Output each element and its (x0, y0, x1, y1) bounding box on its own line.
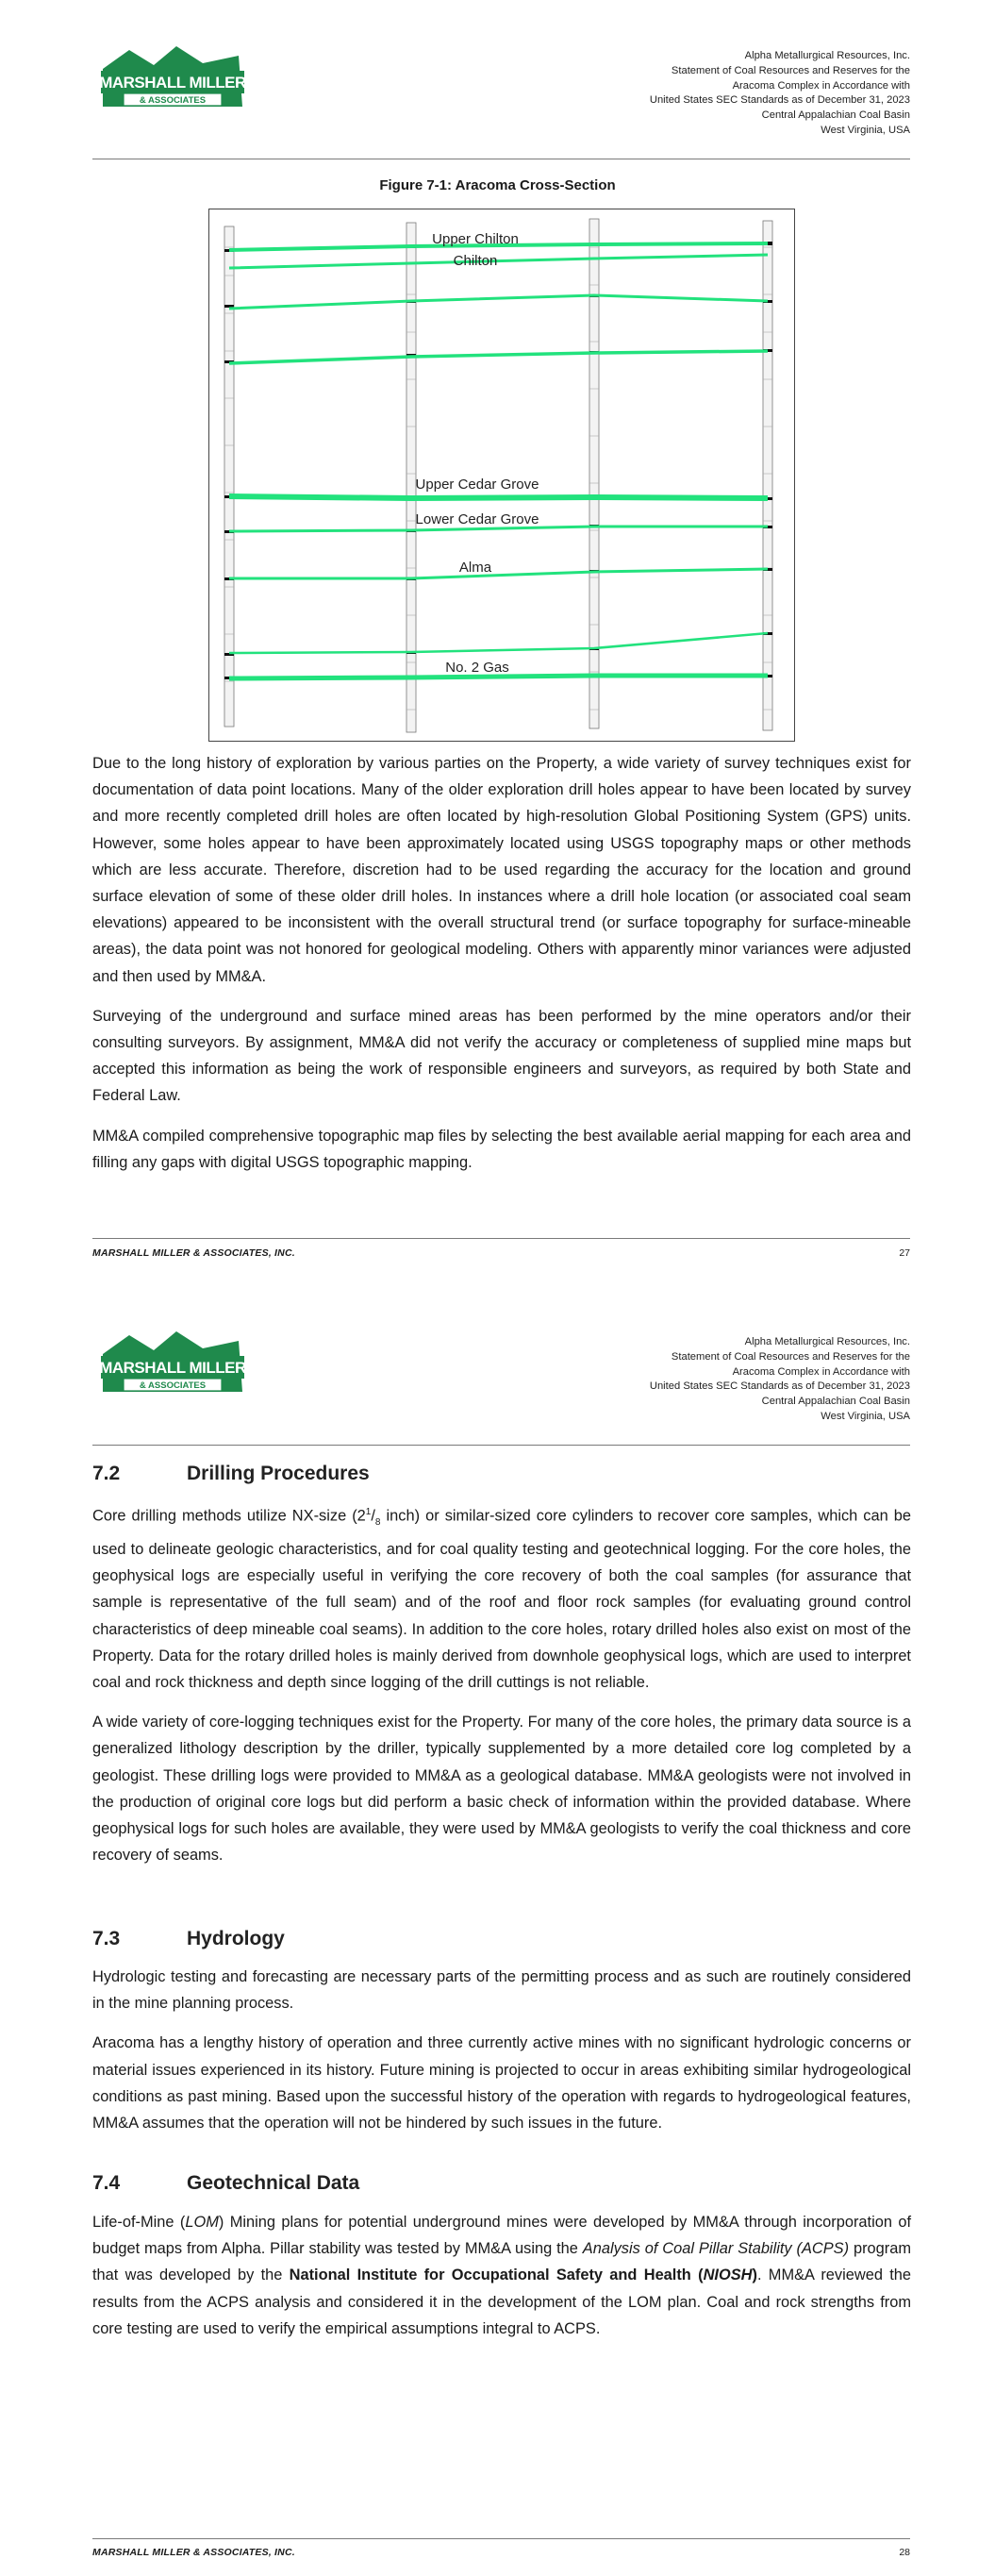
footer-rule (92, 2538, 910, 2539)
header-line: Aracoma Complex in Accordance with (732, 1365, 910, 1378)
header-rule (92, 1445, 910, 1446)
section-number: 7.4 (92, 2172, 121, 2194)
header-line: West Virginia, USA (821, 1410, 910, 1422)
cross-section-figure (208, 209, 795, 742)
document-header (650, 49, 910, 139)
header-line: Alpha Metallurgical Resources, Inc. (744, 1336, 910, 1347)
section-title: Drilling Procedures (187, 1463, 370, 1484)
page-number: 27 (899, 1247, 910, 1259)
page-27 (0, 0, 995, 1283)
section-number: 7.3 (92, 1928, 121, 1949)
page-28 (0, 1316, 995, 2576)
page27-body (92, 750, 911, 1189)
page-footer (92, 1247, 910, 1259)
paragraph: Core drilling methods utilize NX-size ($2^1/_8$ inch) or similar-sized core cylinders to recover core samples, which can be used to delineate geologic characteristics, and for coal quality testing and geotechnical logging. For the core holes, the geophysical logs are especially useful in verifying the core recovery of both the coal samples (for assurance that sample is representative of the full seam) and of the roof and floor rock samples (for evaluating ground control characteristics of deep mineable coal seams). In addition to the core holes, rotary drilled holes also exist on most of the Property. Data for the rotary drilled holes is mainly derived from downhole geophysical logs, which are used to interpret coal and rock thickness and depth since logging of the drill cuttings is not reliable. (92, 1507, 911, 1691)
section-heading-7-4 (92, 2172, 359, 2195)
svg-text:MARSHALL MILLER: MARSHALL MILLER (99, 74, 246, 92)
paragraph: Due to the long history of exploration by various parties on the Property, a wide variety of survey techniques exist for documentation of data point locations. Many of the older exploration drill holes appear to have been located by survey and more recently completed drill holes are often located by high-resolution Global Positioning System (GPS) units. However, some holes appear to have been approximately located using USGS topography maps or other methods which are less accurate. Therefore, discretion had to be used regarding the accuracy for the location and ground surface elevation of some of these older drill holes. In instances where a drill hole location (or associated coal seam elevations) appeared to be inconsistent with the overall structural trend (or surface topography for surface-mineable areas), the data point was not honored for geological modeling. Others with apparently minor variances were adjusted and then used by MM&A. (92, 755, 911, 985)
paragraph: MM&A compiled comprehensive topographic map files by selecting the best available aerial mapping for each area and filling any gaps with digital USGS topographic mapping. (92, 1127, 911, 1171)
footer-firm: MARSHALL MILLER & ASSOCIATES, INC. (92, 2547, 295, 2558)
paragraph: A wide variety of core-logging techniques exist for the Property. For many of the core holes, the primary data source is a generalized lithology description by the driller, typically supplemented by a more detailed core log completed by a geologist. These drilling logs were provided to MM&A as a geological database. MM&A geologists were not involved in the production of original core logs but did perform a basic check of information within the provided database. Where geophysical logs for such holes are available, they were used by MM&A geologists to verify the coal thickness and core recovery of seams. (92, 1714, 911, 1865)
footer-firm: MARSHALL MILLER & ASSOCIATES, INC. (92, 1247, 295, 1259)
paragraph: Surveying of the underground and surface mined areas has been performed by the mine operators and/or their consulting surveyors. By assignment, MM&A did not verify the accuracy or completeness of supplied mine maps but accepted this information as being the work of responsible engineers and surveyors, as required by both State and Federal Law. (92, 1007, 911, 1105)
seam-label: Upper Cedar Grove (415, 477, 539, 493)
header-line: Statement of Coal Resources and Reserves for the (671, 1350, 910, 1363)
section-7-3-body (92, 1964, 911, 2149)
paragraph: Aracoma has a lengthy history of operation and three currently active mines with no significant hydrologic concerns or material issues experienced in its history. Future mining is projected to occur in areas exhibiting similar hydrogeological conditions as past mining. Based upon the successful history of the operation with regards to hydrogeological features, MM&A assumes that the operation will not be hindered by such issues in the future. (92, 2034, 911, 2133)
page-footer (92, 2547, 910, 2558)
section-heading-7-2 (92, 1463, 370, 1485)
section-number: 7.2 (92, 1463, 121, 1484)
section-title: Geotechnical Data (187, 2172, 360, 2194)
svg-text:& ASSOCIATES: & ASSOCIATES (139, 95, 207, 106)
header-line: United States SEC Standards as of December 31, 2023 (649, 1380, 910, 1393)
seam-label: Chilton (453, 253, 498, 269)
seam-label: No. 2 Gas (445, 660, 509, 676)
paragraph: Life-of-Mine (LOM) Mining plans for potential underground mines were developed by MM&A through incorporation of budget maps from Alpha. Pillar stability was tested by MM&A using the Analysis of Coal Pillar Stability (ACPS) program that was developed by the National Institute for Occupational Safety and Health (NIOSH). MM&A reviewed the results from the ACPS analysis and considered it in the development of the LOM plan. Coal and rock strengths from core testing are used to verify the empirical assumptions integral to ACPS. (92, 2214, 911, 2337)
header-line: United States SEC Standards as of December 31, 2023 (649, 94, 910, 107)
figure-title: Figure 7-1: Aracoma Cross-Section (379, 177, 616, 193)
svg-text:& ASSOCIATES: & ASSOCIATES (139, 1380, 207, 1391)
seam-correlation-lines (229, 243, 768, 678)
paragraph: Hydrologic testing and forecasting are necessary parts of the permitting process and as such are routinely considered in the mine planning process. (92, 1968, 911, 2013)
seam-label: Lower Cedar Grove (415, 511, 539, 527)
header-line: Central Appalachian Coal Basin (761, 1396, 910, 1408)
header-line: Aracoma Complex in Accordance with (732, 79, 910, 92)
section-7-2-body (92, 1499, 911, 1882)
page-number: 28 (899, 2547, 910, 2558)
section-heading-7-3 (92, 1928, 285, 1950)
document-header (650, 1335, 910, 1425)
header-line: Statement of Coal Resources and Reserves for the (671, 64, 910, 76)
header-line: Alpha Metallurgical Resources, Inc. (744, 50, 910, 61)
seam-label: Upper Chilton (432, 231, 519, 247)
marshall-miller-logo (97, 1326, 248, 1396)
seam-label: Alma (458, 560, 492, 576)
cross-section-diagram (209, 209, 794, 741)
section-title: Hydrology (187, 1928, 285, 1949)
header-line: West Virginia, USA (821, 124, 910, 136)
header-line: Central Appalachian Coal Basin (761, 109, 910, 122)
marshall-miller-logo (97, 41, 248, 110)
drill-hole-columns (224, 219, 772, 732)
section-7-4-body (92, 2209, 911, 2355)
svg-text:MARSHALL MILLER: MARSHALL MILLER (99, 1359, 246, 1377)
footer-rule (92, 1238, 910, 1239)
